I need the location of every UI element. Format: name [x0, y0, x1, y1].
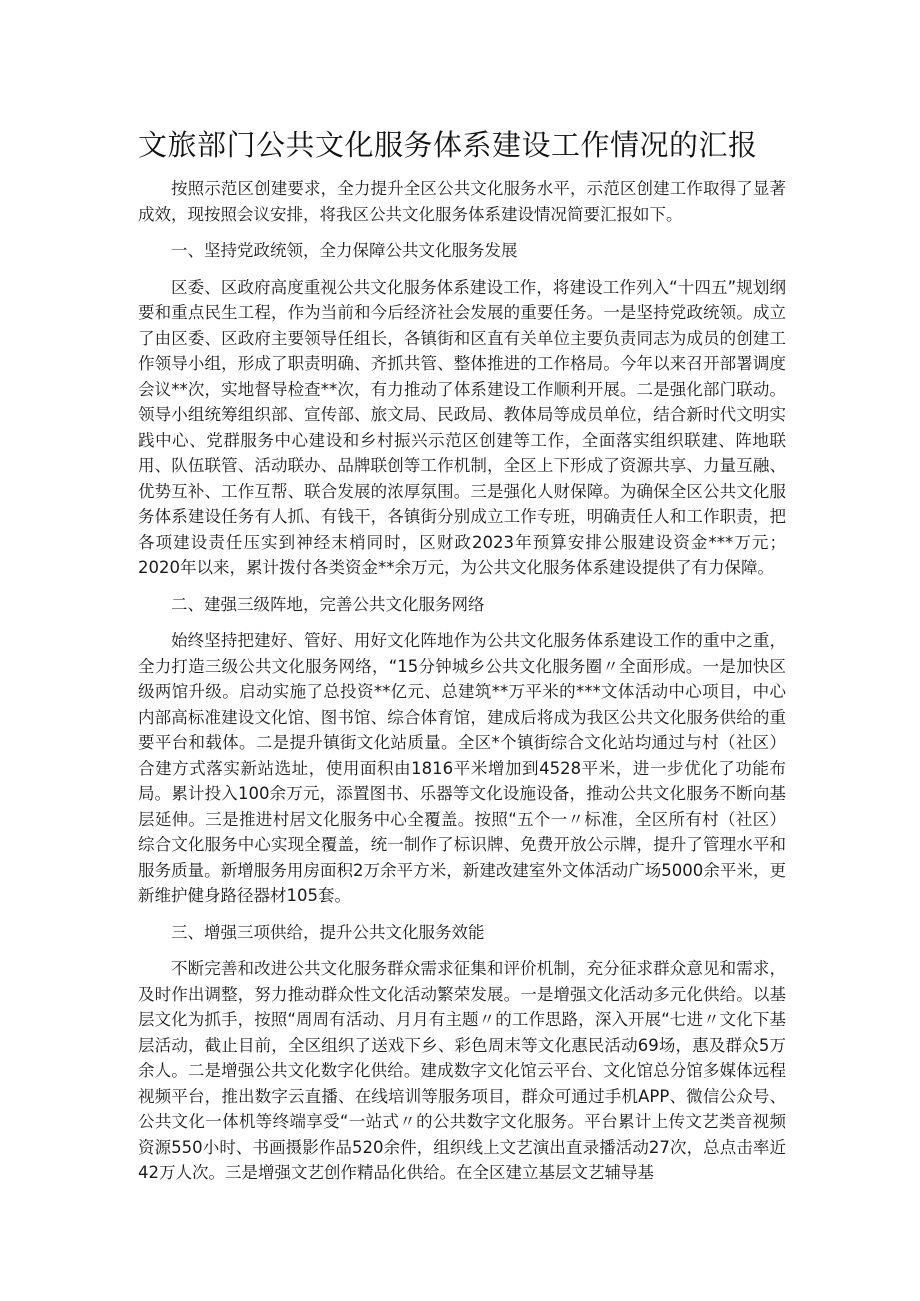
section-2-heading: 二、建强三级阵地，完善公共文化服务网络	[171, 594, 485, 614]
section-3-heading: 三、增强三项供给，提升公共文化服务效能	[171, 922, 485, 942]
document-title: 文旅部门公共文化服务体系建设工作情况的汇报	[138, 128, 758, 162]
intro-paragraph: 按照示范区创建要求，全力提升全区公共文化服务水平，示范区创建工作取得了显著成效，现按照会议安排，将我区公共文化服务体系建设情况简要汇报如下。	[138, 179, 786, 224]
section-3-body: 不断完善和改进公共文化服务群众需求征集和评价机制，充分征求群众意见和需求，及时作出调整，努力推动群众性文化活动繁荣发展。一是增强文化活动多元化供给。以基层文化为抓手，按照“周周有活动、月月有主题〃的工作思路，深入开展“七进〃文化下基层活动，截止目前，全区组织了送戏下乡、彩色周末等文化惠民活动69场，惠及群众5万余人。二是增强公共文化数字化供给。建成数字文化馆云平台、文化馆总分馆多媒体远程视频平台，推出数字云直播、在线培训等服务项目，群众可通过手机APP、微信公众号、公共文化一体机等终端享受“一站式〃的公共数字文化服务。平台累计上传文艺类音视频资源550小时、书画摄影作品520余件，组织线上文艺演出直录播活动27次，总点击率近42万人次。三是增强文艺创作精品化供给。在全区建立基层文艺辅导基	[138, 959, 786, 1182]
document-body	[138, 120, 786, 1197]
section-2-body: 始终坚持把建好、管好、用好文化阵地作为公共文化服务体系建设工作的重中之重，全力打造三级公共文化服务网络，“15分钟城乡公共文化服务圈〃全面形成。一是加快区级两馆升级。启动实施了总投资**亿元、总建筑**万平米的***文体活动中心项目，中心内部高标准建设文化馆、图书馆、综合体育馆，建成后将成为我区公共文化服务供给的重要平台和载体。二是提升镇街文化站质量。全区*个镇街综合文化站均通过与村（社区）合建方式落实新站选址，使用面积由1816平米增加到4528平米，进一步优化了功能布局。累计投入100余万元，添置图书、乐器等文化设施设备，推动公共文化服务不断向基层延伸。三是推进村居文化服务中心全覆盖。按照“五个一〃标准，全区所有村（社区）综合文化服务中心实现全覆盖，统一制作了标识牌、免费开放公示牌，提升了管理水平和服务质量。新增服务用房面积2万余平方米，新建改建室外文体活动广场5000余平米，更新维护健身路径器材105套。	[138, 631, 786, 905]
section-1-heading: 一、坚持党政统领，全力保障公共文化服务发展	[171, 241, 518, 260]
section-1-body: 区委、区政府高度重视公共文化服务体系建设工作，将建设工作列入“十四五”规划纲要和重点民生工程，作为当前和今后经济社会发展的重要任务。一是坚持党政统领。成立了由区委、区政府主要领导任组长，各镇街和区直有关单位主要负责同志为成员的创建工作领导小组，形成了职责明确、齐抓共管、整体推进的工作格局。今年以来召开部署调度会议**次，实地督导检查**次，有力推动了体系建设工作顺利开展。二是强化部门联动。领导小组统筹组织部、宣传部、旅文局、民政局、教体局等成员单位，结合新时代文明实践中心、党群服务中心建设和乡村振兴示范区创建等工作，全面落实组织联建、阵地联用、队伍联管、活动联办、品牌联创等工作机制，全区上下形成了资源共享、力量互融、优势互补、工作互帮、联合发展的浓厚氛围。三是强化人财保障。为确保全区公共文化服务体系建设任务有人抓、有钱干，各镇街分别成立工作专班，明确责任人和工作职责，把各项建设责任压实到神经末梢同时，区财政2023年预算安排公服建设资金***万元；2020年以来，累计拨付各类资金**余万元，为公共文化服务体系建设提供了有力保障。	[138, 277, 786, 577]
